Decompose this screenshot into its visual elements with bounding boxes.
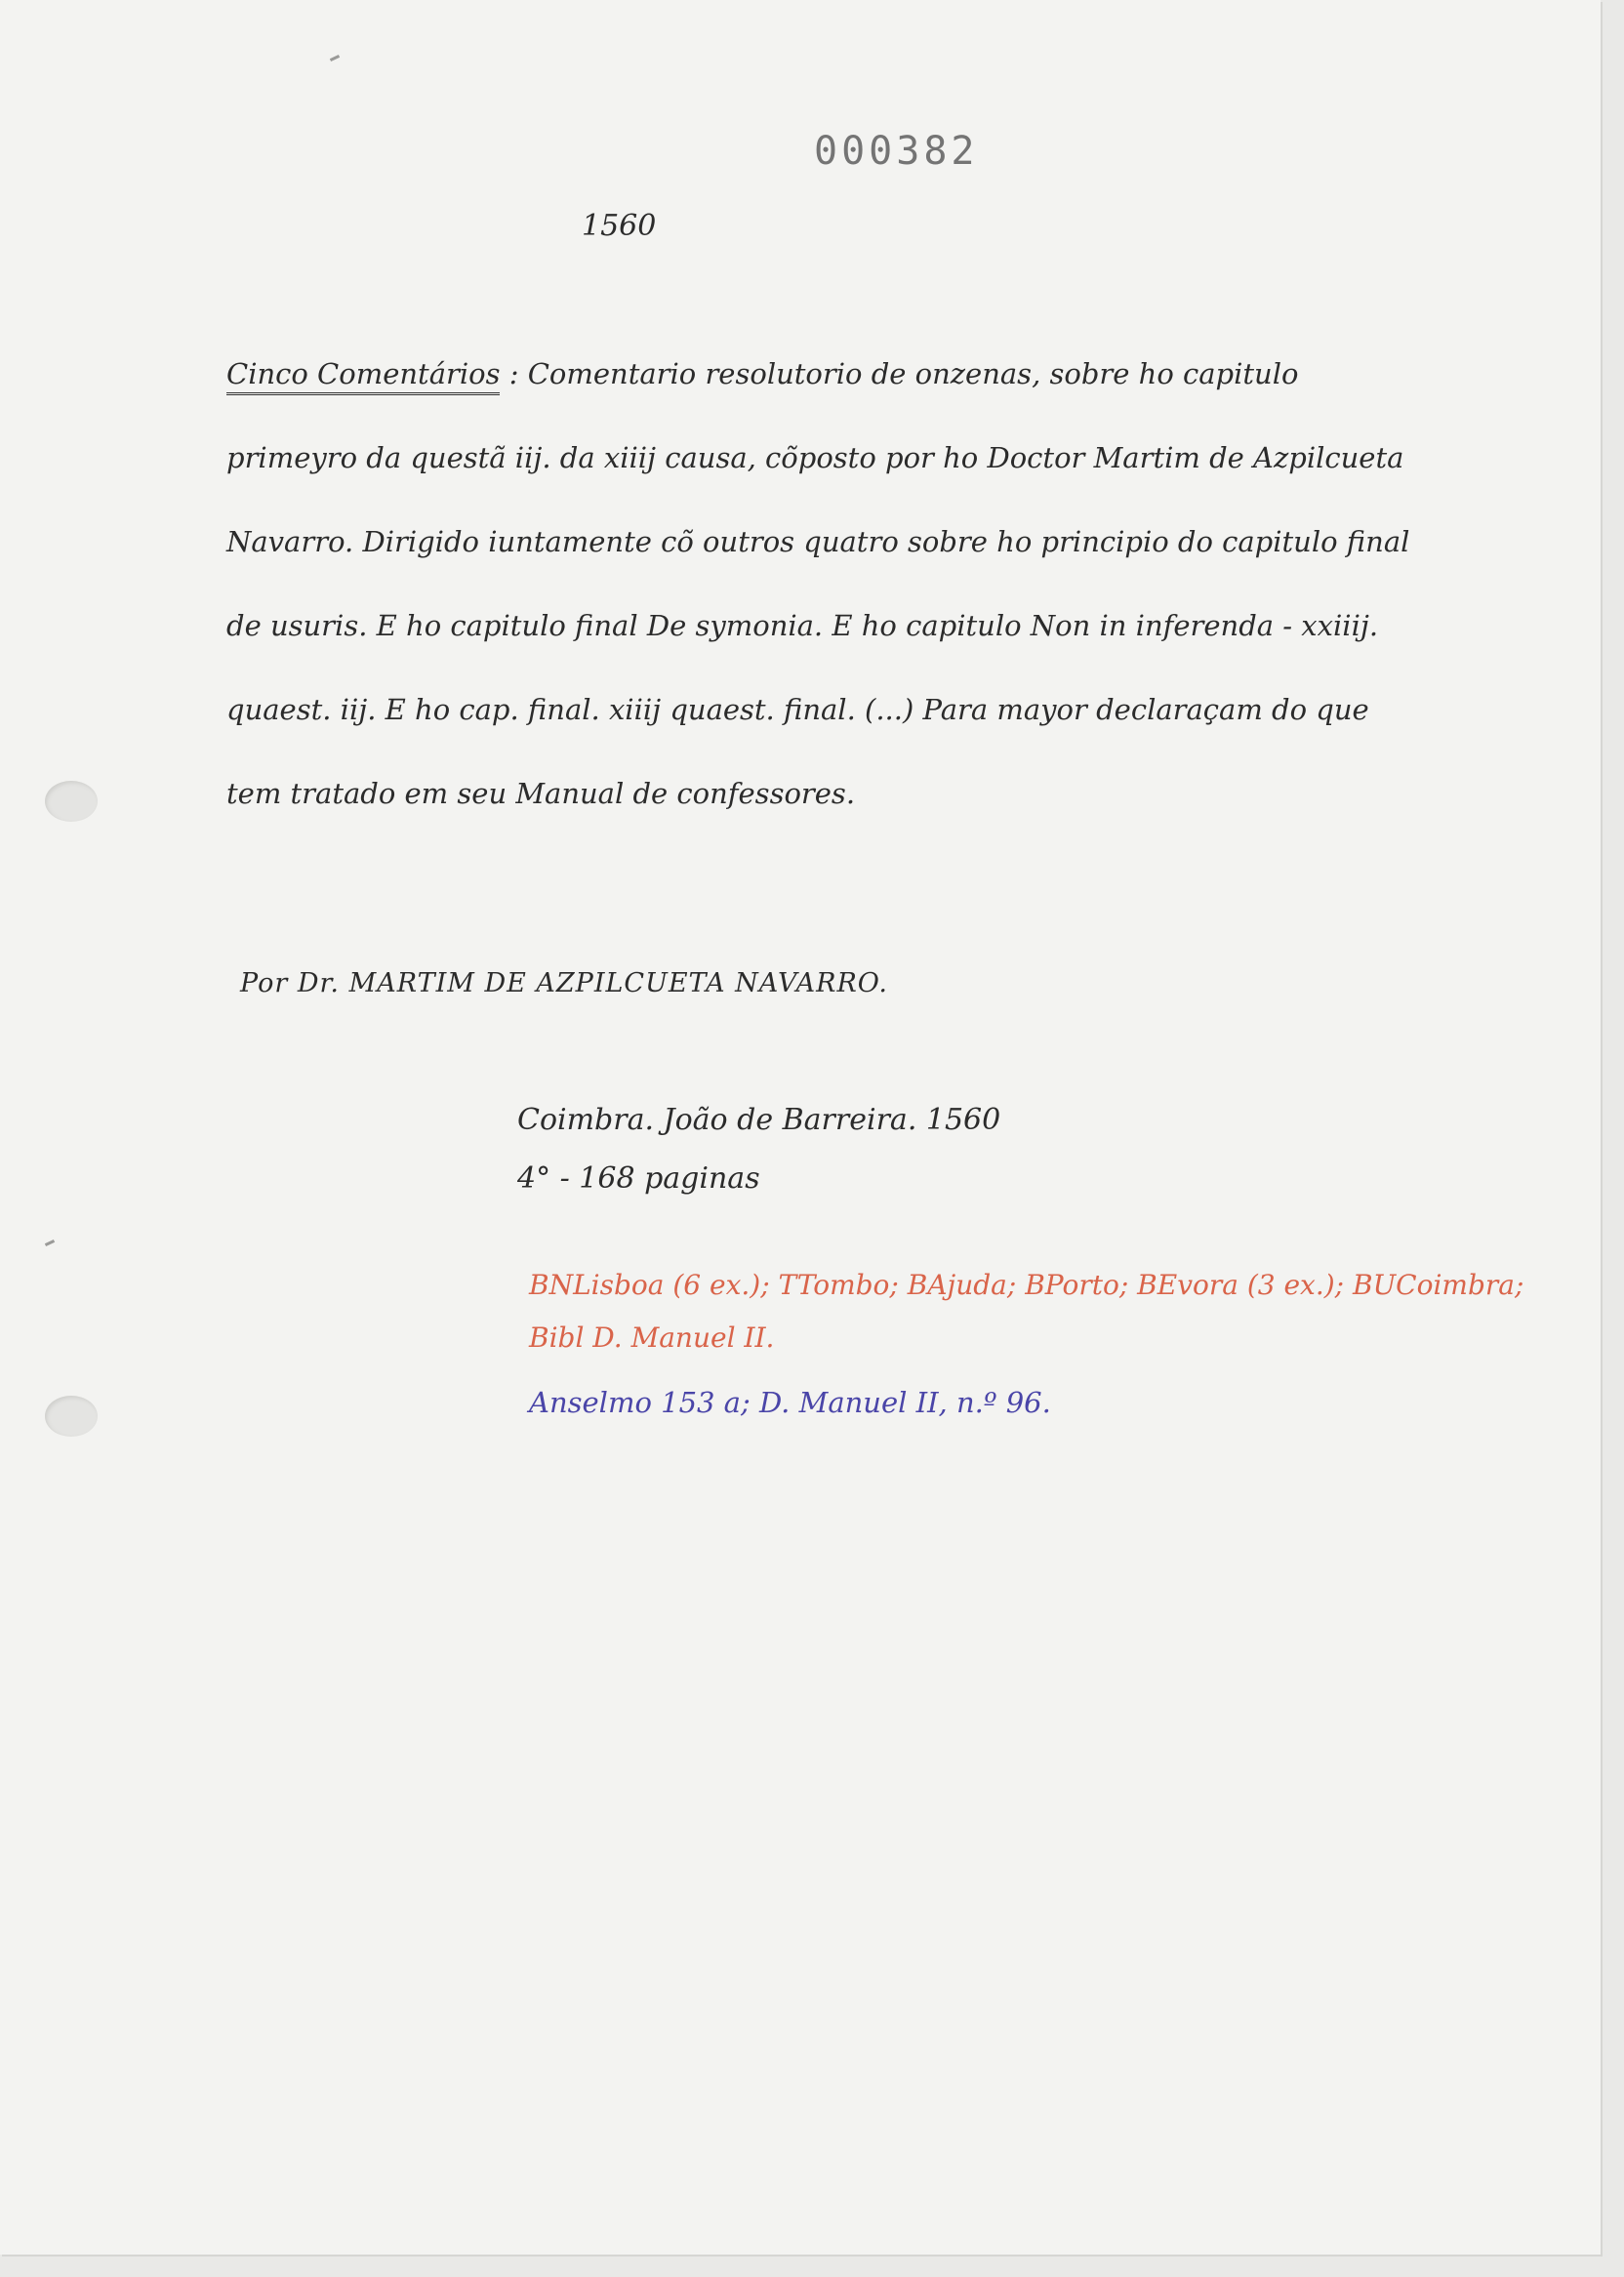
punch-hole-top bbox=[45, 781, 98, 822]
work-description bbox=[226, 332, 1417, 835]
inventory-stamp-number: 000382 bbox=[814, 129, 979, 174]
title-separator: : bbox=[500, 357, 528, 390]
work-title: Cinco Comentários bbox=[226, 357, 500, 395]
imprint-format-pages: 4° - 168 paginas bbox=[517, 1161, 760, 1196]
publication-year: 1560 bbox=[582, 209, 657, 243]
pencil-mark bbox=[330, 55, 340, 61]
author-line: Por Dr. MARTIM DE AZPILCUETA NAVARRO. bbox=[240, 968, 888, 998]
bibliographic-references: Anselmo 153 a; D. Manuel II, n.º 96. bbox=[529, 1386, 1051, 1419]
imprint-place-publisher-year: Coimbra. João de Barreira. 1560 bbox=[517, 1103, 1001, 1137]
work-description-body: Comentario resolutorio de onzenas, sobre ho capitulo primeyro da questã iij. da xiiij causa, cõposto por ho Doctor Martim de Azpilcueta Navarro. Dirigido iuntamente cõ outros quatro sobre ho principio do capitulo final de usuris. E ho capitulo final De symonia. E ho capitulo Non in inferenda - xxiiij. quaest. iij. E ho cap. final. xiiij quaest. final. (...) Para mayor declaraçam do que tem tratado em seu Manual de confessores. bbox=[226, 357, 1410, 810]
library-holdings: BNLisboa (6 ex.); TTombo; BAjuda; BPorto; BEvora (3 ex.); BUCoimbra; Bibl D. Manuel II. bbox=[529, 1269, 1524, 1354]
pencil-mark bbox=[45, 1240, 55, 1246]
punch-hole-bottom bbox=[45, 1396, 98, 1437]
imprint-block bbox=[517, 1091, 1000, 1208]
